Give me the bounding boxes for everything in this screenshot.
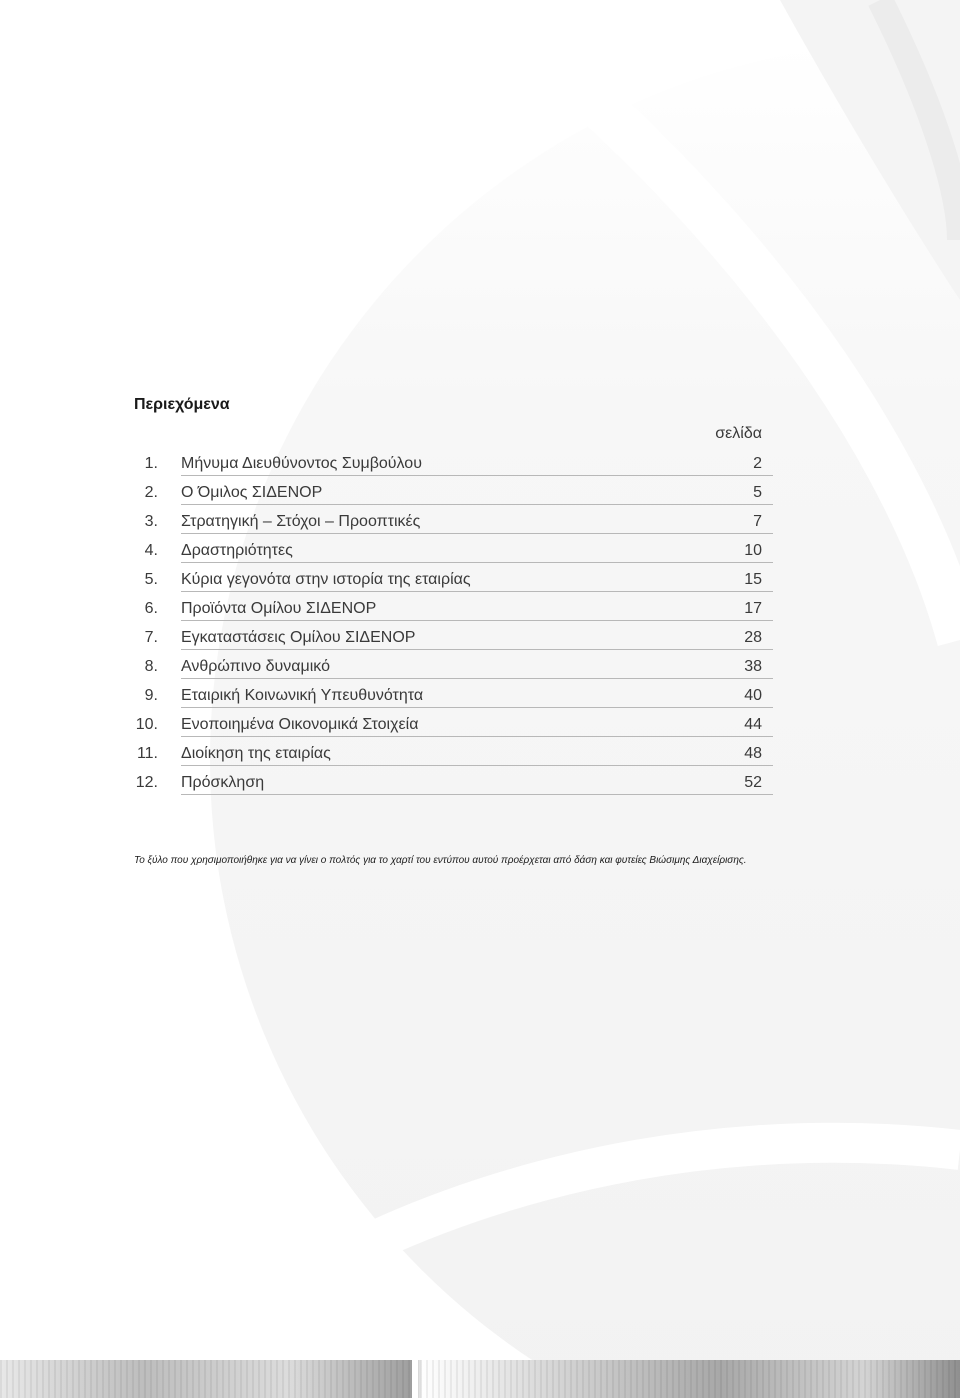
toc-entry-page: 5 xyxy=(753,484,762,501)
toc-entry-title: Στρατηγική – Στόχοι – Προοπτικές xyxy=(181,513,421,530)
toc-entry-rule xyxy=(181,736,773,737)
toc-entry-rule xyxy=(181,678,773,679)
toc-entry-page: 7 xyxy=(753,513,762,530)
toc-entry-title: Ανθρώπινο δυναμικό xyxy=(181,658,330,675)
toc-entry-title: Διοίκηση της εταιρίας xyxy=(181,745,331,762)
toc-entry[interactable] xyxy=(0,653,960,682)
toc-entry[interactable] xyxy=(0,479,960,508)
toc-entry-rule xyxy=(181,707,773,708)
toc-entry-page: 52 xyxy=(744,774,762,791)
toc-entry[interactable] xyxy=(0,769,960,798)
toc-entry-page: 10 xyxy=(744,542,762,559)
toc-entry-title: Προϊόντα Ομίλου ΣΙΔΕΝΟΡ xyxy=(181,600,377,617)
toc-entry[interactable] xyxy=(0,711,960,740)
toc-entry-number: 8. xyxy=(144,658,158,675)
toc-entry-number: 3. xyxy=(144,513,158,530)
toc-entry-title: Μήνυμα Διευθύνοντος Συμβούλου xyxy=(181,455,422,472)
toc-entry-page: 17 xyxy=(744,600,762,617)
toc-entry-title: Κύρια γεγονότα στην ιστορία της εταιρίας xyxy=(181,571,471,588)
toc-entry[interactable] xyxy=(0,595,960,624)
toc-entry[interactable] xyxy=(0,624,960,653)
toc-entry[interactable] xyxy=(0,682,960,711)
paper-source-footnote: Το ξύλο που χρησιμοποιήθηκε για να γίνει ο πολτός για το χαρτί του εντύπου αυτού προέρχεται από δάση και φυτείες Βιώσιμης Διαχείρισης. xyxy=(134,855,747,866)
toc-entry-rule xyxy=(181,794,773,795)
toc-entry-rule xyxy=(181,620,773,621)
toc-entry[interactable] xyxy=(0,566,960,595)
toc-entry-page: 28 xyxy=(744,629,762,646)
toc-entry-page: 15 xyxy=(744,571,762,588)
toc-list xyxy=(0,450,960,798)
page-column-label: σελίδα xyxy=(715,425,762,442)
bottom-decorative-strip xyxy=(0,1360,960,1398)
toc-entry-page: 40 xyxy=(744,687,762,704)
toc-entry-number: 5. xyxy=(144,571,158,588)
toc-entry-rule xyxy=(181,649,773,650)
toc-entry-title: Εγκαταστάσεις Ομίλου ΣΙΔΕΝΟΡ xyxy=(181,629,416,646)
toc-entry-number: 11. xyxy=(136,745,158,762)
toc-entry-page: 44 xyxy=(744,716,762,733)
toc-entry-title: Πρόσκληση xyxy=(181,774,265,791)
toc-entry-title: Ο Όμιλος ΣΙΔΕΝΟΡ xyxy=(181,484,323,501)
toc-entry-number: 10. xyxy=(135,716,158,733)
toc-entry-number: 7. xyxy=(144,629,158,646)
toc-entry-title: Ενοποιημένα Οικονομικά Στοιχεία xyxy=(181,716,419,733)
toc-entry-rule xyxy=(181,765,773,766)
toc-entry-rule xyxy=(181,533,773,534)
toc-entry-rule xyxy=(181,475,773,476)
toc-entry[interactable] xyxy=(0,450,960,479)
toc-entry-page: 38 xyxy=(744,658,762,675)
toc-entry[interactable] xyxy=(0,508,960,537)
toc-entry-page: 2 xyxy=(753,455,762,472)
toc-entry-number: 6. xyxy=(144,600,158,617)
toc-entry[interactable] xyxy=(0,740,960,769)
toc-entry-number: 9. xyxy=(144,687,158,704)
toc-entry-number: 1. xyxy=(144,455,158,472)
toc-entry-rule xyxy=(181,504,773,505)
toc-entry-number: 2. xyxy=(144,484,158,501)
toc-entry-rule xyxy=(181,562,773,563)
toc-entry-page: 48 xyxy=(744,745,762,762)
toc-entry-rule xyxy=(181,591,773,592)
toc-entry[interactable] xyxy=(0,537,960,566)
toc-heading: Περιεχόμενα xyxy=(134,396,230,413)
toc-entry-title: Δραστηριότητες xyxy=(181,542,293,559)
toc-entry-number: 12. xyxy=(135,774,158,791)
toc-entry-title: Εταιρική Κοινωνική Υπευθυνότητα xyxy=(181,687,424,704)
toc-entry-number: 4. xyxy=(144,542,158,559)
